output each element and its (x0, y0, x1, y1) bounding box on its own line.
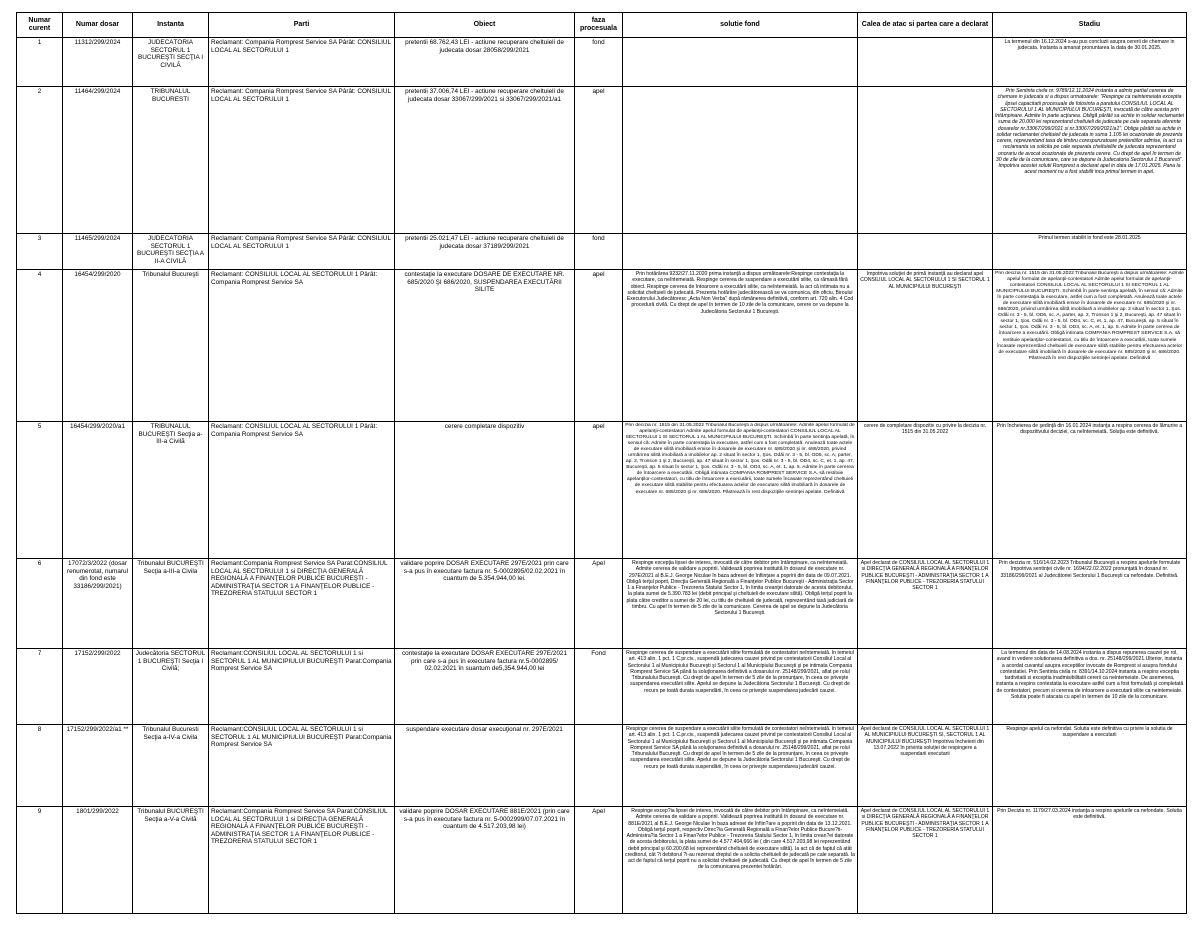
cell-parti (209, 725, 395, 807)
table-row (17, 38, 1187, 87)
table-row (17, 807, 1187, 914)
case-status: La termenul din 16.12.2024 s-au pus concluzii asupra cererii de chemare in judecata. Instanta a amanat pronuntarea la data de 30.01.2025. (1004, 39, 1175, 52)
cell-stadiu (993, 649, 1187, 725)
cell-parti (209, 234, 395, 270)
cell-parti (209, 87, 395, 234)
cell-cale (858, 422, 993, 559)
cell-obiect (395, 725, 575, 807)
parties: Reclamant: Compania Romprest Service SA Pârât: CONSILIUL LOCAL AL SECTORULUI 1 (211, 39, 391, 54)
case-status: Prin încheierea de şedinţă din 16.01.2024 instanţa a respins cererea de lămurire a dispozitivului deciziei, ca neîntemeiată. Soluţia este definitivă. (996, 423, 1183, 436)
cell-cale (858, 559, 993, 649)
cell-instanta (133, 807, 209, 914)
header-instanta: Instanta (133, 13, 209, 38)
case-object: contestaţie la executare DOSARE DE EXECUTARE NR. 685/2020 ŞI 686/2020, SUSPENDAREA EXECUTĂRII SILITE (404, 271, 565, 294)
cell-dosar (63, 38, 133, 87)
procedural-phase: Fond (591, 650, 606, 657)
cell-solutie (623, 725, 858, 807)
cell-stadiu (993, 234, 1187, 270)
header-numar-curent: Numar curent (17, 13, 63, 38)
parties: Reclamant: CONSILIUL LOCAL AL SECTORULUI 1 Pârât: Compania Romprest Service SA (211, 271, 378, 286)
cell-faza (575, 807, 623, 914)
cell-solutie (623, 38, 858, 87)
cell-instanta (133, 234, 209, 270)
cell-solutie (623, 559, 858, 649)
cell-nr (17, 422, 63, 559)
table-row (17, 559, 1187, 649)
header-obiect: Obiect (395, 13, 575, 38)
first-instance-ruling: Prin hotărârea 9232/27.11.2020 prima instanţă a dispus următoarele:Respinge contestaţia la executare, ca neîntemeiată. Respinge cererea de suspendare a executării silite, ca rămasă fără obiect. Respinge cererea de întoarcere a executării silite, ca neîntemeiată. Ia act că intimata nu a solicitat cheltuieli de judecată. Prezenta hotărâre judecătorească se va comunica, din oficiu, Biroului Executorului Judecătoresc „Acta Non Verba" după rămânerea definitivă, conform art. 720 alin. 4 Cod procedură civilă. Cu drept de apel în termen de 10 zile de la comunicare, cerere ce va depune la Judecătoria Sectorului 1 Bucureşti. (626, 271, 854, 315)
cell-dosar (63, 422, 133, 559)
procedural-phase: fond (592, 39, 605, 46)
cell-stadiu (993, 559, 1187, 649)
cell-nr (17, 725, 63, 807)
case-number: 16454/299/2020 (74, 271, 121, 278)
cell-stadiu (993, 422, 1187, 559)
table-row (17, 649, 1187, 725)
cell-obiect (395, 38, 575, 87)
cell-nr (17, 270, 63, 422)
cell-faza (575, 234, 623, 270)
cell-stadiu (993, 87, 1187, 234)
cell-obiect (395, 807, 575, 914)
case-object: suspendare executare dosar execuţional nr. 297E/2021 (406, 726, 563, 733)
row-number: 5 (37, 423, 42, 430)
cell-solutie (623, 649, 858, 725)
table-row (17, 725, 1187, 807)
cell-instanta (133, 87, 209, 234)
procedural-phase: apel (592, 88, 605, 95)
case-status: Respinge apelul ca nefondat. Solutia este definitiva cu privire la solutia de suspendare a executarii (1006, 726, 1173, 739)
case-object: validare poprire DOSAR EXECUTARE 881E/2021 (prin care s-a pus în executare factura nr. 5-0002999/07.07.2021 în cuantum de 4.517.203,98 lei) (399, 808, 570, 831)
procedural-phase: apel (592, 271, 605, 278)
cell-dosar (63, 559, 133, 649)
cell-solutie (623, 234, 858, 270)
cell-solutie (623, 422, 858, 559)
cell-nr (17, 807, 63, 914)
case-number: 11465/299/2024 (74, 235, 121, 242)
row-number: 2 (37, 88, 42, 95)
appeal-path: Apel declarat de CONSILIUL LOCAL AL SECTORULUI 1 AL MUNICIPIULUI BUCUREŞTI SI, SECTORUL 1 AL MUNICIPIULUI BUCUREŞTI împotriva încheierii din 13.07.2022 în privinta soluției de respingere a suspendarii executarii (860, 726, 990, 757)
cell-obiect (395, 270, 575, 422)
parties: Reclamant:Compania Romprest Service SA Parat:CONSILIUL LOCAL AL SECTORULUI 1 si DIRECŢIA GENERALĂ REGIONALĂ A FINANŢELOR PUBLICE BUCUREŞTI - ADMINISTRAŢIA SECTOR 1 A FINANŢELOR PUBLICE - TREZORERIA STATULUI SECTOR 1 (211, 808, 388, 846)
cell-nr (17, 87, 63, 234)
court-name: Tribunalul Bucuresti Secţia a-IV-a Civila (142, 726, 199, 741)
cell-instanta (133, 270, 209, 422)
row-number: 9 (37, 808, 42, 815)
court-name: Tribunalul BUCUREŞTI Secţia a-V-a Civilă (137, 808, 204, 823)
case-number: 17152/299/2022 (74, 650, 121, 657)
cell-nr (17, 234, 63, 270)
appeal-path: Apel declarat de CONSILIUL LOCAL AL SECTORULUI 1 si DIRECŢIA GENERALĂ REGIONALĂ A FINANŢELOR PUBLICE BUCUREŞTI - ADMINISTRAŢIA SECTOR 1 A FINANŢELOR PUBLICE - TREZORERIA STATULUI SECTOR 1 (860, 808, 990, 839)
cell-obiect (395, 649, 575, 725)
case-number: 1801/299/2022 (76, 808, 119, 815)
appeal-path: Împotriva soluţiei de primă instanţă au declarat apel CONSILIUL LOCAL AL SECTORULUI 1 SI SECTORUL 1 AL MUNICIPIULUI BUCUREŞTI (860, 271, 990, 290)
row-number: 4 (37, 271, 42, 278)
case-number: 16454/299/2020/a1 (69, 423, 126, 430)
cell-parti (209, 649, 395, 725)
parties: Reclamant:CONSILIUL LOCAL AL SECTORULUI 1 si SECTORUL 1 AL MUNICIPIULUI BUCUREŞTI Parat:Compania Romprest Service SA (211, 726, 392, 749)
cell-faza (575, 422, 623, 559)
court-name: JUDECĂTORIA SECTORUL 1 BUCUREŞTI SECŢIA A II-A CIVILĂ (136, 235, 205, 265)
cell-faza (575, 559, 623, 649)
parties: Reclamant: CONSILIUL LOCAL AL SECTORULUI 1 Pârât: Compania Romprest Service SA (211, 423, 378, 438)
cell-solutie (623, 270, 858, 422)
cell-parti (209, 422, 395, 559)
case-status: Primul termen stabilit in fond este 28.01.2025 (1038, 235, 1141, 241)
cell-stadiu (993, 38, 1187, 87)
parties: Reclamant:Compania Romprest Service SA Parat:CONSILIUL LOCAL AL SECTORULUI 1 si DIRECŢIA GENERALĂ REGIONALĂ A FINANŢELOR PUBLICE BUCUREŞTI - ADMINISTRAŢIA SECTOR 1 A FINANŢELOR PUBLICE - TREZORERIA STATULUI SECTOR 1 (211, 560, 388, 598)
cell-solutie (623, 87, 858, 234)
case-status: La termenul din data de 14.08.2024 instanta a dispus repunerea cauzei pe rol, avand in vedere solutionarea definitiva a dos. nr. 25148/299/2021.Ulterior, instanta a acordat cuvantul asupra exceptiilor invocate de Romprest si asupra fondului contestatiei. Prin Sentinta civila nr. 8391/14.10.2024 instanta a respins exceptia tardivitatii si exceptia inadmisibilitatii cererii ca neintemeiate. De asemenea, instanta a respins contestatia la executare astfel cum a fost formulată şi completată de contestatori, precum si cererea de intoarcere a executarii silite ca neintemeiate. Solutia poate fi atacata cu apel in termen de 10 zile de la comunicare. (995, 650, 1184, 700)
case-number: 11464/299/2024 (74, 88, 121, 95)
first-instance-ruling: Respinge excepţia lipsei de interes, invocată de către debitor prin întâmpinare, ca neîntemeiată. Admite cererea de validare a popririi. Validează poprirea instituită în dosarul de executare nr. 297E/2021 al B.E.J. George Niculae în baza adresei de înfiinţare a popririi din data de 09.07.2021. Obligă terţul poprit, Direcţia Generală Regională a Finanţelor Publice Bucureşti - Administraţia Sector 1 a Finanţelor Publice - Trezoreria Statului Sector 1, în limita creanţei datorate de acesta debitorului, la plata sumei de 5.390.783 lei (debit principal şi cheltuieli de executare silită). Obligă terţul poprit la plata către creditor a sumei de 20 lei, cu titlu de cheltuieli de judecată, reprezentând taxă judiciară de timbru. Cu apel în termen de 5 zile de la comunicare. Cererea de apel se depune la Judecătoria Sectorului 1 Bucureşti. (626, 560, 854, 616)
cell-stadiu (993, 725, 1187, 807)
case-object: cerere completare dispozitiv (444, 423, 525, 430)
case-number: 17152/299/2022/a1 ** (66, 726, 129, 733)
cell-cale (858, 270, 993, 422)
table-row (17, 234, 1187, 270)
cell-faza (575, 270, 623, 422)
litigation-table (16, 12, 1187, 914)
court-name: TRIBUNALUL BUCURESTI (150, 88, 191, 103)
cell-instanta (133, 38, 209, 87)
first-instance-ruling: Respinge excep?ia lipsei de interes, invocată de către debitor prin întâmpinare, ca neîntemeiată. Admite cererea de validare a popririi. Validează poprirea instituită în dosarul de executare nr. 881E/2021 al B.E.J. George Niculae în baza adresei de înfiin?are a popririi din data de 13.12.2021. Obligă terţul poprit, respectiv Direc?ia Generală Regională a Finan?elor Publice Bucure?ti- Administra?ia Sector 1 a Finan?elor Publice - Trezoreria Statului Sector 1, în limita crean?ei datorate de acesta debitorului, la plata sumei de 4.577.404,666 lei ( din care 4.517.203,98 lei reprezentând debit principal şi 60.200,68 lei reprezentând cheltuieli de executare silită). Ia act că de faptul că atât creditorul, cât ?i debitorul ?i-au rezervat dreptul de a solicita cheltuieli de judecată pe cale separată. Ia act de faptul că terţul poprit nu a solicitat cheltuieli de judecată. Cu drept de apel în termen de 5 zile de la comunicarea prezentei hotărâri. (625, 808, 855, 871)
cell-instanta (133, 559, 209, 649)
cell-cale (858, 649, 993, 725)
appeal-path: cerere de completare dispozitiv cu privire la decizia nr. 1515 din 31.05.2022 (863, 423, 987, 436)
table-row (17, 270, 1187, 422)
cell-nr (17, 38, 63, 87)
header-row (17, 13, 1187, 38)
header-numar-dosar: Numar dosar (63, 13, 133, 38)
parties: Reclamant: Compania Romprest Service SA Pârât: CONSILIUL LOCAL AL SECTORULUI 1 (211, 88, 391, 103)
cell-parti (209, 807, 395, 914)
case-status: Prin decizia nr. 516/14.02.2023 Tribunalul Bucureşti a respins apelurile formulate împotriva sentinţei civile nr. 1694/22.02.2022 pronunţată în dosarul nr. 33186/299/2021 al Judecătoriei Sectorului 1 Bucureşti ca nefondate. Definitivă. (998, 560, 1181, 579)
cell-instanta (133, 422, 209, 559)
case-status: Prin Sentinta civila nr. 9789/12.11.2024 instanta a admis partial cererea de chemare in judecata si a dispus urmatoarele: "Respinge ca neintemeiata exceptia lipsei capacitatii procesuale de folosinta a paratului CONSILIUL LOCAL AL SECTORULUI 1 AL MUNICIPIULUI BUCUREŞTI, invocată de către acesta prin întâmpinare. Admite în parte acţiunea. Obligă pârâtii sa achite in solidar reclamantei suma de 20.000 lei reprezentand cheltuieli de judecata pe cale separata aferente dosarelor nr.33067/299/2021 si nr.33067/299/2021/a1". Obliga pârâtii sa achite in solidar reclamantei cheltuieli de judecata in suma 1.105 lei ocazionate de prezenta cerere, reprezentand taxa de timbru corespunzatoare pretentiilor admise, la act ca reclamanta va solicita pe cale separata cheltuielile de judecata reprezentand onorariu de avocat ocazionate de prezenta cerere. Cu drept de apel în termen de 30 de zile de la comunicare, care se depune la Judecatoria Sectorului 1 Bucuresti". Impotriva acestei solutii Romprest a declarat apel in data de 17.01.2025. Pana la acest moment nu a fost stabilit inca primul termen in apel. (995, 88, 1184, 176)
case-object: validare poprire DOSAR EXECUTARE 297E/2021 prin care s-a pus în executare factura nr. 5-0002895/02.02.2021 în cuantum de 5.354.944,00 lei. (400, 560, 569, 583)
header-stadiu: Stadiu (993, 13, 1187, 38)
first-instance-ruling: Respinge cererea de suspendare a executării silite formulată de contestatori neîntemeiată. În temeiul art. 413 alin. 1 pct. 1 C.pr.civ., suspendă judecarea cauzei privind pe contestatorii Consiliul Local al Sectorului 1 al Municipiului Bucureşti şi Sectorul 1 al Municipiului Bucureşti şi pe intimata Compania Romprest Service SA până la soluţionarea definitivă a dosarului nr. 25148/299/2021, aflat pe rolul Tribunalului Bucureşti. Cu drept de apel în termen de 5 zile de la pronunţare, în ceea ce priveşte suspendarea executării silite. Apelul se depune la Judecătoria Sectorului 1 Bucureşti. Cu drept de recurs pe toată durata suspendării, în ceea ce priveşte suspendarea judecării cauzei. (626, 650, 854, 694)
case-object: pretentii 68.762,43 LEI - actiune recuperare cheltuieli de judecata dosar 28058/299/2021 (405, 39, 564, 54)
table-row (17, 422, 1187, 559)
case-number: 17072/3/2022 (dosar renumerotat, numarul din fond este 33186/299/2021) (66, 560, 129, 590)
table-row (17, 87, 1187, 234)
cell-obiect (395, 559, 575, 649)
cell-stadiu (993, 807, 1187, 914)
cell-obiect (395, 234, 575, 270)
parties: Reclamant:CONSILIUL LOCAL AL SECTORULUI 1 si SECTORUL 1 AL MUNICIPIULUI BUCUREŞTI Parat:Compania Romprest Service SA (211, 650, 392, 673)
cell-dosar (63, 725, 133, 807)
row-number: 6 (37, 560, 42, 567)
cell-cale (858, 725, 993, 807)
case-status: Prin Decizia nr. 1179/27.03.2024 instanţa a respins apelurile ca nefondate. Solutia este definitivă. (997, 808, 1182, 821)
cell-cale (858, 807, 993, 914)
parties: Reclamant: Compania Romprest Service SA Pârât: CONSILIUL LOCAL AL SECTORULUI 1 (211, 235, 391, 250)
cell-dosar (63, 807, 133, 914)
court-name: Tribunalul BUCUREŞTI Secţia a-III-a Civila (137, 560, 204, 575)
cell-parti (209, 270, 395, 422)
header-parti: Parti (209, 13, 395, 38)
header-calea-de-atac: Calea de atac si partea care a declarat (858, 13, 993, 38)
cell-dosar (63, 270, 133, 422)
document-page (16, 12, 1186, 914)
cell-obiect (395, 87, 575, 234)
case-object: contestaţie la executare DOSAR EXECUTARE 297E/2021 prin care s-a pus în executare factura nr.5-0002895/ 02.02.2021 în suantum de5,354.944,00 lei (401, 650, 568, 673)
first-instance-ruling: Respinge cererea de suspendare a executării silite formulată de contestatori neîntemeiată. În temeiul art. 413 alin. 1 pct. 1 C.pr.civ., suspendă judecarea cauzei privind pe contestatorii Consiliul Local al Sectorului 1 al Municipiului Bucureşti şi Sectorul 1 al Municipiului Bucureşti şi pe intimata Compania Romprest Service SA până la soluţionarea definitivă a dosarului nr. 25148/299/2021, aflat pe rolul Tribunalului Bucureşti. Cu drept de apel în termen de 5 zile de la pronunţare, în ceea ce priveşte suspendarea executării silite. Apelul se depune la Judecătoria Sectorului 1 Bucureşti. Cu drept de recurs pe toată durata suspendării, în ceea ce priveşte suspendarea judecării cauzei. (626, 726, 854, 770)
cell-nr (17, 649, 63, 725)
cell-solutie (623, 807, 858, 914)
row-number: 1 (37, 39, 42, 46)
header-solutie-fond: solutie fond (623, 13, 858, 38)
cell-parti (209, 559, 395, 649)
cell-dosar (63, 87, 133, 234)
header-faza-procesuala: faza procesuala (575, 13, 623, 38)
row-number: 7 (37, 650, 42, 657)
procedural-phase: fond (592, 235, 605, 242)
cell-instanta (133, 725, 209, 807)
cell-obiect (395, 422, 575, 559)
cell-faza (575, 38, 623, 87)
first-instance-ruling: Prin decizia nr. 1515 din 31.05.2022 Tribunalul Bucureşti a dispus următoarele: Admite apelul formulat de apelanţii-contestatori Admite apelul formulat de apelanţii-contestatori CONSILIUL LOCAL AL SECTORULUI 1 SI SECTORUL 1 AL MUNICIPIULUI BUCUREŞTI. Schimbă în parte sentinţa apelată, în sensul că: Admite în parte contestaţia la executare, astfel cum a fost completată. Anulează toate actele de executare silită imobiliară emise în dosarele de executare nr. 685/2020 şi nr. 686/2020, privind urmărirea silită imobiliară a imobilelor ap. 2 situat în sector 1, Şos. Odăi nr. 3 - 5, bl. OD6, sc. A, parter, ap. 2, Tronson 1 şi 2, Bucureşti, ap. 47 situat în sector 1, Şos. Odăi nr. 3 - 5, bl. OD4, sc. C, et. 1, ap. 47, Bucureşti, ap. 5 situat în sector 1, Şos. Odăi nr. 3 - 5, bl. OD3, sc. A, et. 1, ap. 5. Admite în parte cererea de întoarcere a executării. Obligă intimata COMPANIA ROMPREST SERVICE S.A. să restituie apelanţilor-contestatori, cu titlu de întoarcere a executării, toate sumele încasate reprezentând cheltuieli de executare silită stabilite pentru efectuarea actelor de executare silită imobiliară în dosarele de executare nr. 685/2020 şi nr. 686/2020. Păstrează în rest dispoziţiile sentinţei apelate. Definitivă (625, 423, 855, 495)
appeal-path: Apel declarat de CONSILIUL LOCAL AL SECTORULUI 1 si DIRECŢIA GENERALĂ REGIONALĂ A FINANŢELOR PUBLICE BUCUREŞTI - ADMINISTRAŢIA SECTOR 1 A FINANŢELOR PUBLICE - TREZORERIA STATULUI SECTOR 1 (860, 560, 990, 591)
cell-cale (858, 87, 993, 234)
court-name: Judecătoria SECTORUL 1 BUCUREŞTI Secţia I Civilă; (135, 650, 206, 673)
cell-instanta (133, 649, 209, 725)
court-name: JUDECĂTORIA SECTORUL 1 BUCUREŞTI SECŢIA I CIVILĂ (138, 39, 203, 69)
cell-dosar (63, 234, 133, 270)
court-name: Tribunalul Bucureşti (142, 271, 199, 278)
cell-cale (858, 234, 993, 270)
row-number: 3 (37, 235, 42, 242)
case-object: pretentii 37.006,74 LEI - actiune recuperare cheltuieli de judecata dosar 33067/299/2021 si 33067/299/2021/a1 (405, 88, 564, 103)
cell-faza (575, 725, 623, 807)
case-status: Prin decizia nr. 1515 din 31.05.2022 Tribunalul Bucureşti a dispus următoarele: Admite apelul formulat de apelanţii-contestatori Admite apelul formulat de apelanţii-contestatori CONSILIUL LOCAL AL SECTORULUI 1 SI SECTORUL 1 AL MUNICIPIULUI BUCUREŞTI. Schimbă în parte sentinţa apelată, în sensul că: Admite în parte contestaţia la executare, astfel cum a fost completată. Anulează toate actele de executare silită imobiliară emise în dosarele de executare nr. 685/2020 şi nr. 686/2020, privind urmărirea silită imobiliară a imobilelor ap. 2 situat în sector 1, Şos. Odăi nr. 3 - 5, bl. OD6, sc. A, parter, ap. 2, Tronson 1 şi 2, Bucureşti, ap. 47 situat în sector 1, Şos. Odăi nr. 3 - 5, bl. OD4, sc. C, et. 1, ap. 47, Bucureşti, ap. 5 situat în sector 1, Şos. Odăi nr. 3 - 5, bl. OD3, sc. A, et. 1, ap. 5. Admite în parte cererea de întoarcere a executării. Obligă intimata COMPANIA ROMPREST SERVICE S.A. să restituie apelanţilor-contestatori, cu titlu de întoarcere a executării, toate sumele încasate reprezentând cheltuieli de executare silită stabilite pentru efectuarea actelor de executare silită imobiliară în dosarele de executare nr. 685/2020 şi nr. 686/2020. Păstrează în rest dispoziţiile sentinţei apelate. Definitivă (995, 271, 1184, 361)
cell-parti (209, 38, 395, 87)
procedural-phase: Apel (592, 808, 605, 815)
procedural-phase: apel (592, 423, 605, 430)
cell-dosar (63, 649, 133, 725)
cell-faza (575, 649, 623, 725)
case-number: 11312/299/2024 (74, 39, 121, 46)
cell-stadiu (993, 270, 1187, 422)
procedural-phase: Apel (592, 560, 605, 567)
case-object: pretentii 25.021,47 LEI - actiune recuperare cheltuieli de judecata dosar 37189/299/2021 (405, 235, 564, 250)
row-number: 8 (37, 726, 42, 733)
cell-nr (17, 559, 63, 649)
cell-cale (858, 38, 993, 87)
court-name: TRIBUNALUL BUCUREŞTI Secţia a-III-a Civilă (138, 423, 203, 446)
cell-faza (575, 87, 623, 234)
